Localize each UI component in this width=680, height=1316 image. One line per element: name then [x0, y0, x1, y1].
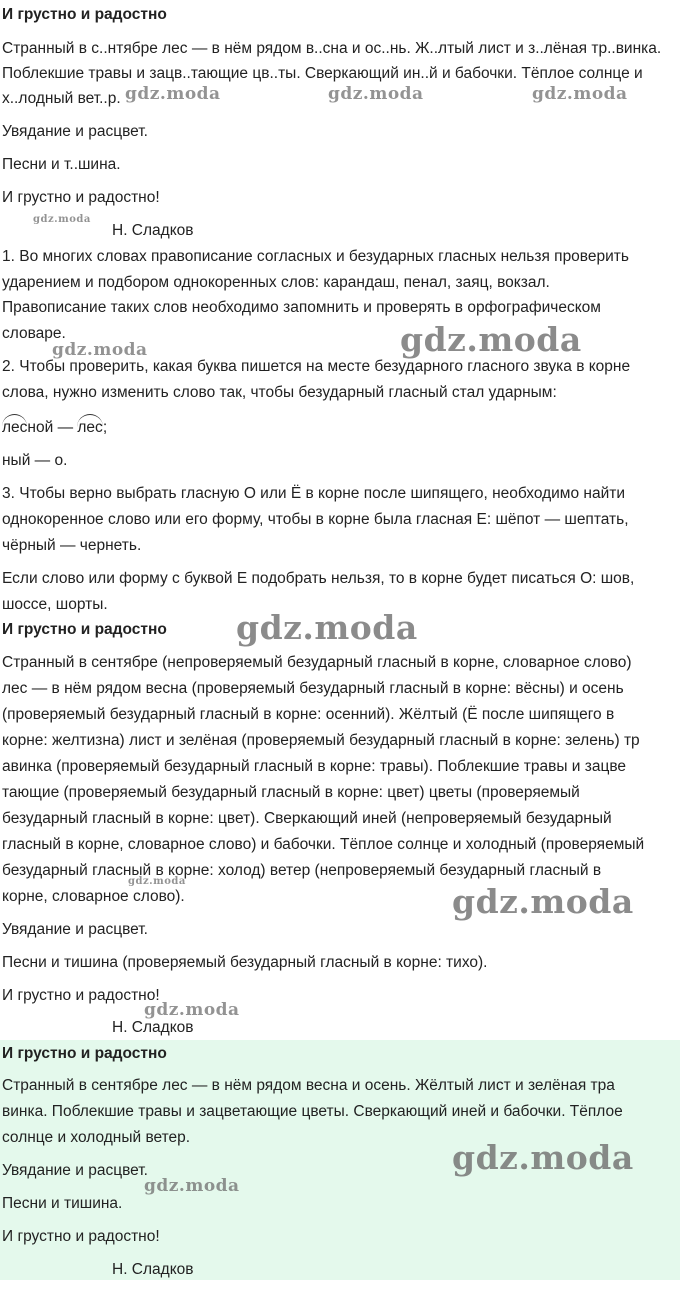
task-title: И грустно и радостно [2, 6, 167, 23]
answer-line: Увядание и расцвет. [2, 1162, 148, 1179]
task-line: Поблекшие травы и зацв..тающие цв..ты. Сверкающий ин..й и бабочки. Тёплое солнце и [2, 65, 643, 82]
explained-line: И грустно и радостно! [2, 987, 160, 1004]
task-line: Увядание и расцвет. [2, 123, 148, 140]
watermark: gdz.moda [452, 1138, 634, 1177]
answer-line: Странный в сентябре лес — в нём рядом весна и осень. Жёлтый лист и зелёная тра [2, 1077, 615, 1094]
answer-line: Песни и тишина. [2, 1195, 123, 1212]
rule-line: ный — о. [2, 452, 68, 469]
watermark: gdz.moda [128, 876, 186, 887]
watermark: gdz.moda [52, 340, 148, 360]
root-arc-mark: лес [2, 414, 27, 441]
explained-line: тающие (проверяемый безударный гласный в корне: цвет) цветы (проверяемый [2, 784, 580, 801]
watermark: gdz.moda [125, 84, 221, 104]
explained-title: И грустно и радостно [2, 621, 167, 638]
watermark: gdz.moda [33, 214, 91, 225]
rule-line: Если слово или форму с буквой Е подобрать нельзя, то в корне будет писаться О: шов, [2, 570, 635, 587]
task-line: х..лодный вет..р. [2, 90, 121, 107]
explained-line: безударный гласный в корне: холод) ветер (непроверяемый безударный гласный в [2, 862, 602, 879]
rule-line: слова, нужно изменить слово так, чтобы безударный гласный стал ударным: [2, 384, 557, 401]
answer-author: Н. Сладков [112, 1261, 194, 1278]
watermark: gdz.moda [144, 1176, 240, 1196]
explained-line: гласный в корне, словарное слово) и бабочки. Тёплое солнце и холодный (проверяемый [2, 836, 645, 853]
explained-author: Н. Сладков [112, 1019, 194, 1036]
watermark: gdz.moda [328, 84, 424, 104]
rule-line: однокоренное слово или его форму, чтобы в корне была гласная Е: шёпот — шептать, [2, 511, 629, 528]
task-line: Песни и т..шина. [2, 156, 121, 173]
rule-line: 2. Чтобы проверить, какая буква пишется на месте безударного гласного звука в корне [2, 358, 631, 375]
rule-line: ударением и подбором однокоренных слов: карандаш, пенал, заяц, вокзал. [2, 274, 550, 291]
rule-line: 1. Во многих словах правописание согласных и безударных гласных нельзя проверить [2, 248, 629, 265]
answer-line: винка. Поблекшие травы и зацветающие цветы. Сверкающий иней и бабочки. Тёплое [2, 1103, 623, 1120]
watermark: gdz.moda [400, 320, 582, 359]
answer-line: солнце и холодный ветер. [2, 1129, 191, 1146]
explained-line: Песни и тишина (проверяемый безударный гласный в корне: тихо). [2, 954, 488, 971]
answer-line: И грустно и радостно! [2, 1228, 160, 1245]
explained-line: корне: желтизна) лист и зелёная (проверяемый безударный гласный в корне: зелень) тр [2, 732, 640, 749]
explained-line: (проверяемый безударный гласный в корне: осенний). Жёлтый (Ё после шипящего в [2, 706, 615, 723]
task-line: Странный в с..нтябре лес — в нём рядом в..сна и ос..нь. Ж..лтый лист и з..лёная тр..винка. [2, 40, 662, 57]
task-author: Н. Сладков [112, 222, 194, 239]
watermark: gdz.moda [452, 882, 634, 921]
explained-line: Увядание и расцвет. [2, 921, 148, 938]
explained-line: авинка (проверяемый безударный гласный в корне: травы). Поблекшие травы и зацве [2, 758, 627, 775]
example-suffix: ной [27, 419, 54, 436]
example-semicolon: ; [102, 419, 108, 436]
rule-line: 3. Чтобы верно выбрать гласную О или Ё в корне после шипящего, необходимо найти [2, 485, 625, 502]
watermark: gdz.moda [532, 84, 628, 104]
rule-line: чёрный — чернеть. [2, 537, 142, 554]
explained-line: лес — в нём рядом весна (проверяемый безударный гласный в корне: вёсны) и осень [2, 680, 624, 697]
task-line: И грустно и радостно! [2, 189, 160, 206]
explained-line: корне, словарное слово). [2, 888, 185, 905]
watermark: gdz.moda [144, 1000, 240, 1020]
rule-line: словаре. [2, 325, 66, 342]
rule-example [2, 414, 678, 441]
watermark: gdz.moda [236, 608, 418, 647]
rule-line: Правописание таких слов необходимо запомнить и проверять в орфографическом [2, 299, 601, 316]
root-arc-mark: лес [77, 414, 102, 441]
answer-title: И грустно и радостно [2, 1045, 167, 1062]
example-dash: — [57, 419, 74, 436]
explained-line: безударный гласный в корне: цвет). Сверкающий иней (непроверяемый безударный [2, 810, 612, 827]
explained-line: Странный в сентябре (непроверяемый безударный гласный в корне, словарное слово) [2, 654, 632, 671]
rule-line: шоссе, шорты. [2, 596, 108, 613]
